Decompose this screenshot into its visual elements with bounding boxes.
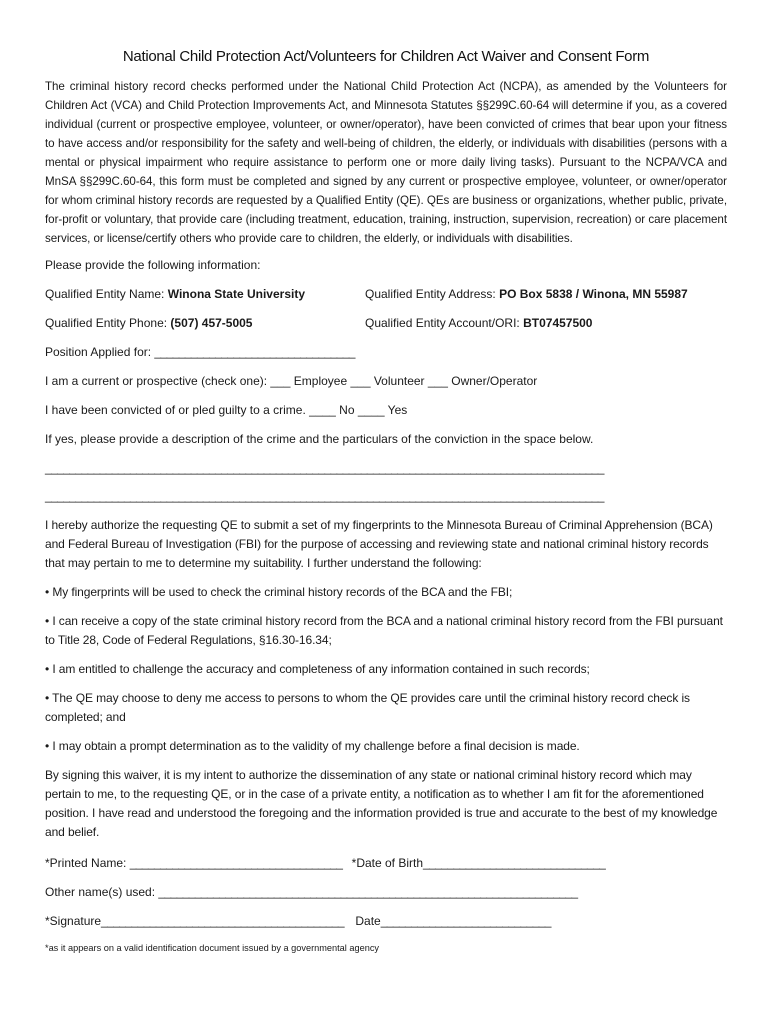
signature-field[interactable]: ________________________________________ (101, 914, 345, 928)
entity-name-value: Winona State University (167, 287, 305, 301)
position-row (45, 344, 727, 360)
dob-field[interactable]: ______________________________ (423, 856, 606, 870)
authorization-paragraph: I hereby authorize the requesting QE to submit a set of my fingerprints to the Minnesota Bureau of Criminal Apprehension (BCA) and Federal Bureau of Investigation (FBI) for the purpose of accessing and reviewing state and national criminal history records that may pertain to me to determine my suitability. I further understand the following: (45, 518, 713, 570)
entity-account-label: Qualified Entity Account/ORI: (365, 316, 520, 330)
status-check-line[interactable]: I am a current or prospective (check one): ___ Employee ___ Volunteer ___ Owner/Operator (45, 374, 538, 388)
position-field[interactable]: _________________________________ (154, 345, 355, 359)
entity-phone-row (45, 315, 727, 331)
entity-address-label: Qualified Entity Address: (365, 287, 496, 301)
entity-phone-label: Qualified Entity Phone: (45, 316, 168, 330)
footnote: *as it appears on a valid identification document issued by a governmental agency (45, 943, 380, 953)
signature-label: *Signature (45, 914, 102, 928)
waiver-form (45, 48, 727, 954)
entity-address-value: PO Box 5838 / Winona, MN 55987 (499, 287, 688, 301)
bullet-item: • I can receive a copy of the state criminal history record from the BCA and a national criminal history record from the FBI pursuant to Title 28, Code of Federal Regulations, §16.30-16.34; (45, 614, 723, 647)
description-field-1[interactable]: ____________________________________________________________________________________________ (45, 461, 604, 475)
date-label: Date (355, 914, 381, 928)
conviction-check-line[interactable]: I have been convicted of or pled guilty to a crime. ____ No ____ Yes (45, 403, 408, 417)
entity-name-label: Qualified Entity Name: (45, 287, 165, 301)
bullet-item: • I am entitled to challenge the accuracy and completeness of any information contained in such records; (45, 662, 590, 676)
other-names-row (45, 884, 727, 900)
description-field-2[interactable]: ____________________________________________________________________________________________ (45, 489, 604, 503)
entity-name-row (45, 286, 727, 302)
signature-row (45, 913, 727, 929)
bullet-item: • My fingerprints will be used to check the criminal history records of the BCA and the FBI; (45, 585, 513, 599)
printed-name-label: *Printed Name: (45, 856, 127, 870)
entity-phone-value: (507) 457-5005 (170, 316, 253, 330)
position-label: Position Applied for: (45, 345, 152, 359)
other-names-label: Other name(s) used: (45, 885, 156, 899)
intro-paragraph: The criminal history record checks performed under the National Child Protection Act (NCPA), as amended by the Volunteers for Children Act (VCA) and Child Protection Improvements Act, and Minnesota Statutes §§299C.60-64 will determine if you, as a covered individual (current or prospective employee, volunteer, or owner/operator), have been convicted of crimes that bear upon your fitness to have access and/or responsibility for the safety and well-being of children, the elderly, or individuals with disabilities (persons with a mental or physical impairment who require assistance to perform one or more daily living tasks). Pursuant to the NCPA/VCA and MnSA §§299C.60-64, this form must be completed and signed by any current or prospective employee, volunteer, or owner/operator for whom criminal history records are requested by a Qualified Entity (QE). QEs are business or organizations, whether public, private, for-profit or voluntary, that provide care (including treatment, education, training, instruction, supervision, recreation) or care placement services, or license/certify others who provide care to children, the elderly, or individuals with disabilities. (45, 80, 727, 245)
dob-label: *Date of Birth (351, 856, 424, 870)
form-title: National Child Protection Act/Volunteers for Children Act Waiver and Consent Form (122, 48, 650, 65)
other-names-field[interactable]: _____________________________________________________________________ (158, 885, 578, 899)
date-field[interactable]: ____________________________ (380, 914, 551, 928)
if-yes-text: If yes, please provide a description of the crime and the particulars of the conviction in the space below. (45, 432, 594, 446)
bullet-item: • I may obtain a prompt determination as to the validity of my challenge before a final decision is made. (45, 739, 580, 753)
printed-name-field[interactable]: ___________________________________ (129, 856, 343, 870)
entity-account-value: BT07457500 (523, 316, 593, 330)
signing-paragraph: By signing this waiver, it is my intent to authorize the dissemination of any state or national criminal history record which may pertain to me, to the requesting QE, or in the case of a private entity, a notification as to whether I am fit for the aforementioned position. I have read and understood the foregoing and the information provided is true and accurate to the best of my knowledge and belief. (45, 768, 718, 839)
bullet-item: • The QE may choose to deny me access to persons to whom the QE provides care until the criminal history record check is completed; and (45, 691, 690, 724)
printed-name-row (45, 855, 727, 871)
provide-info-text: Please provide the following information: (45, 258, 261, 272)
